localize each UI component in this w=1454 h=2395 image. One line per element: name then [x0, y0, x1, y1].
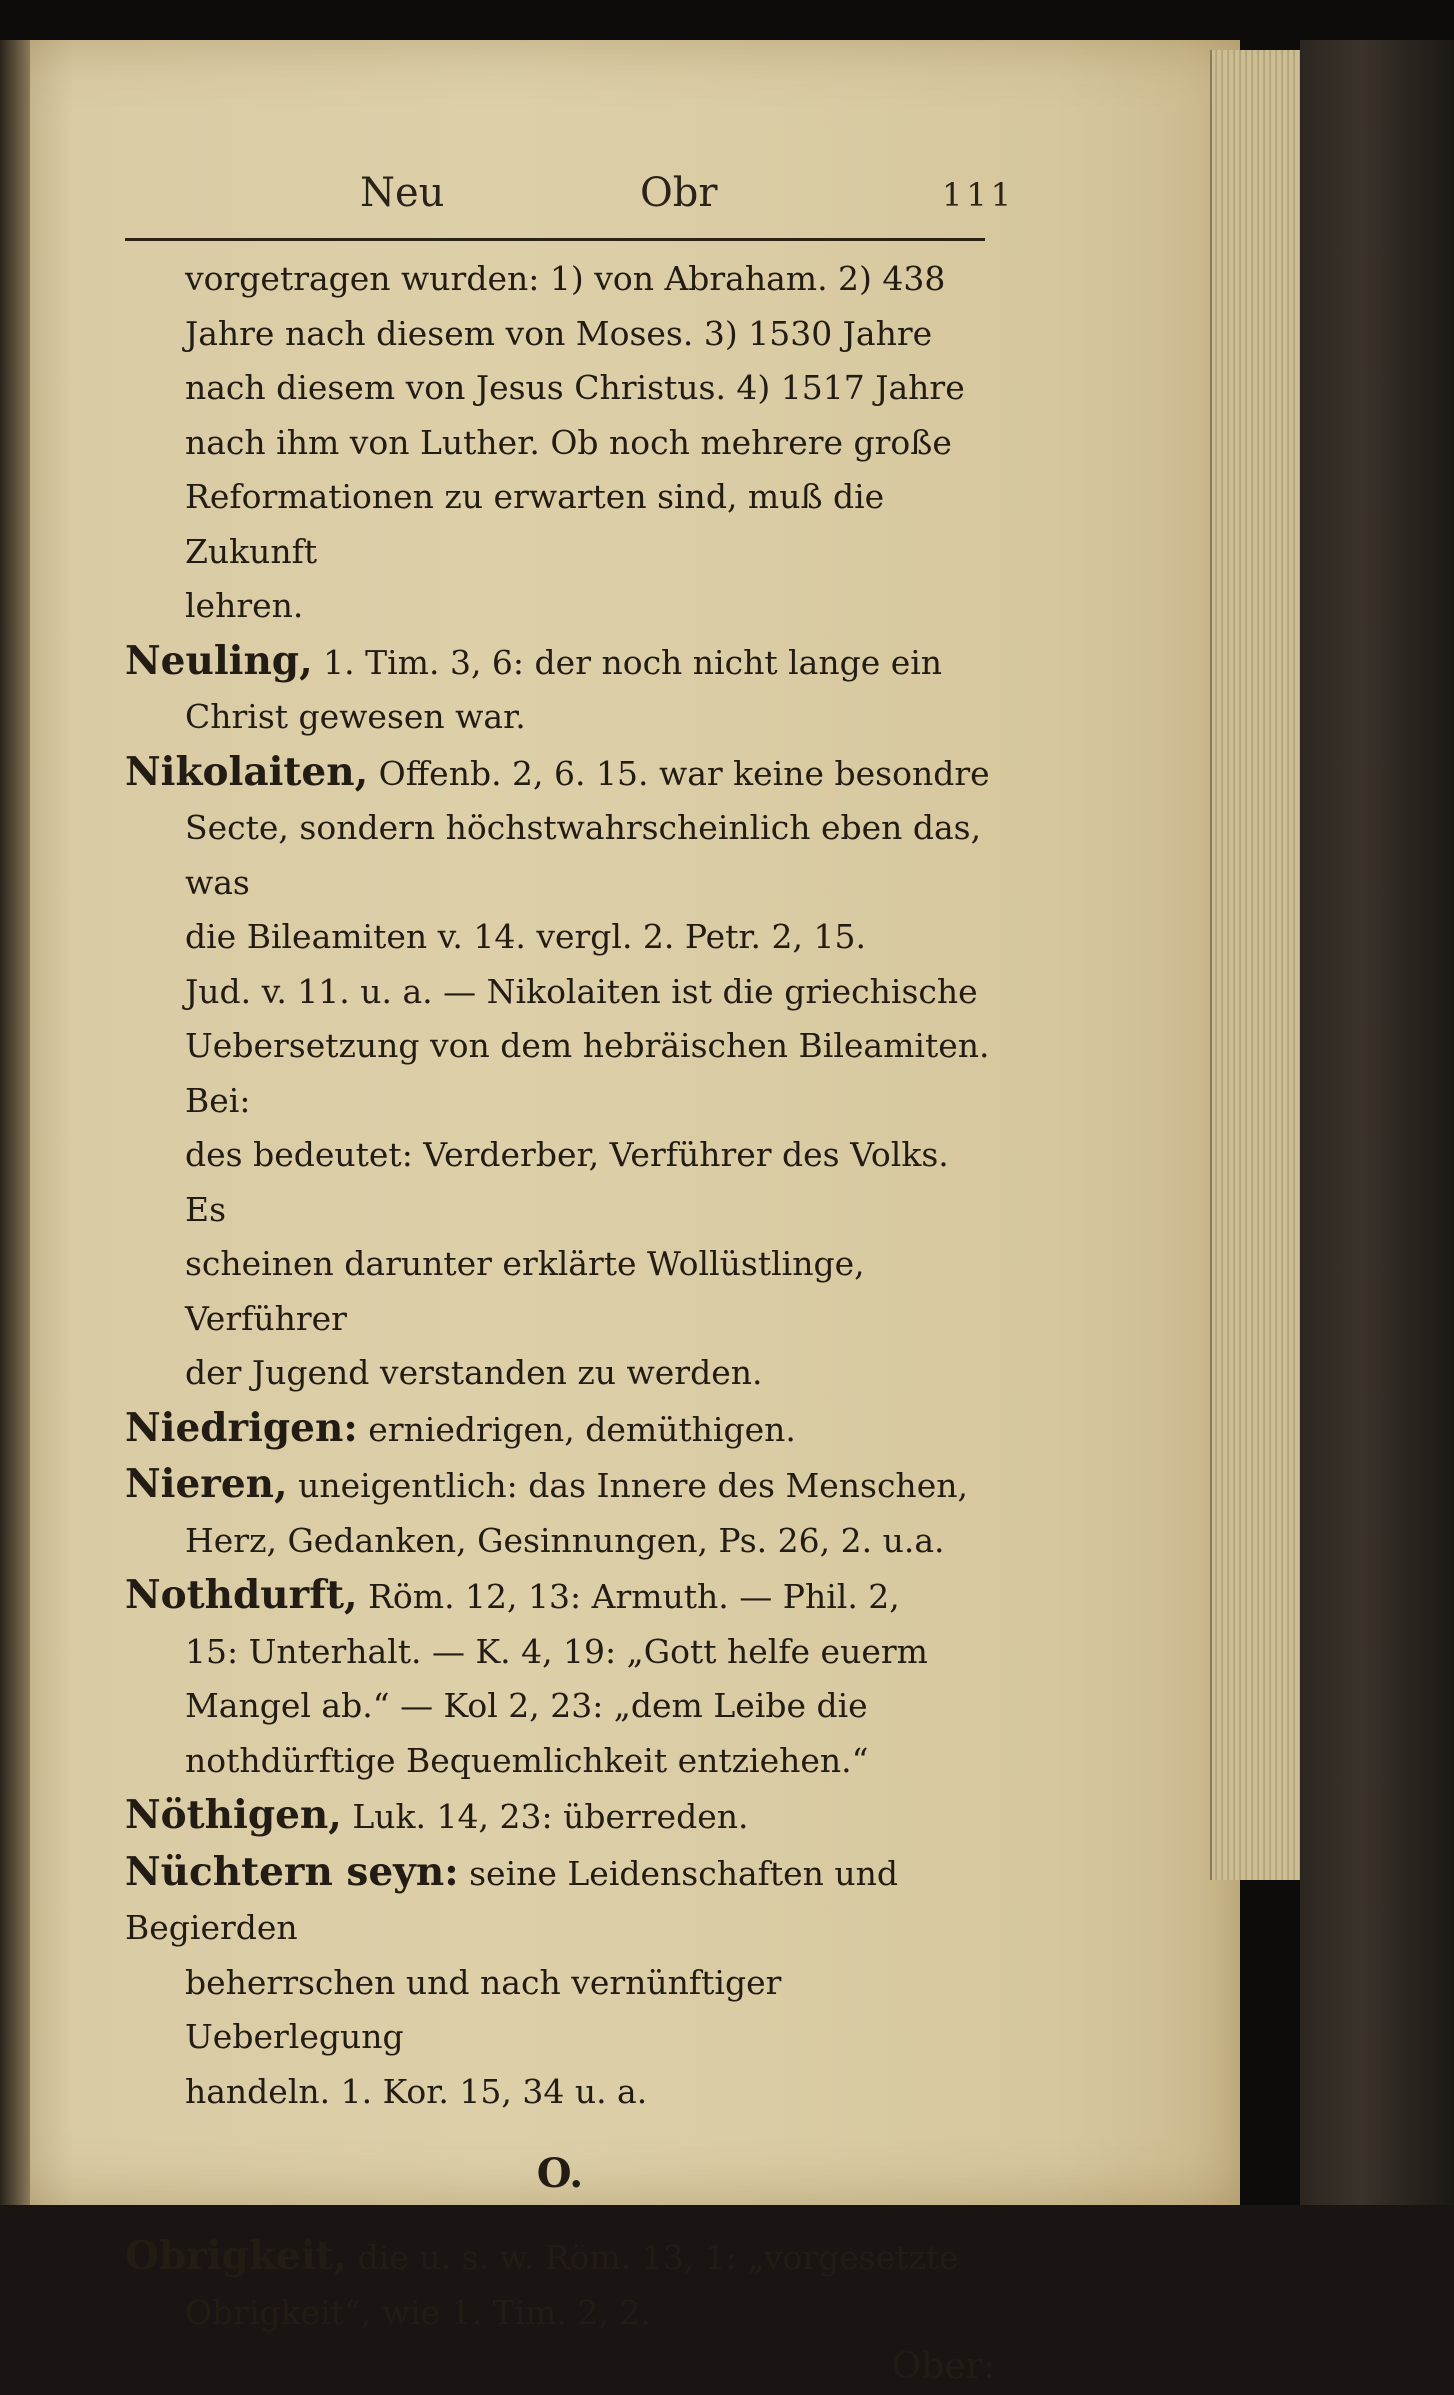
entry-line: scheinen darunter erklärte Wollüstlinge, Verführer [185, 1244, 865, 1338]
lemma: Nieren, [125, 1461, 288, 1507]
lemma: Nöthigen, [125, 1792, 342, 1838]
entry-line: Secte, sondern höchstwahrscheinlich eben das, was [185, 808, 982, 902]
section-letter: O. [536, 2150, 584, 2197]
entry-nuechtern [125, 1845, 995, 1956]
book-cover [1300, 40, 1454, 2205]
header-left-word: Neu [360, 170, 445, 216]
entry-text: 1. Tim. 3, 6: der noch nicht lange ein [312, 642, 943, 682]
entry-text: die u. s. w. Röm. 13, 1: „vorgesetzte [347, 2238, 959, 2277]
entry-line: beherrschen und nach vernünftiger Ueberlegung [185, 1962, 782, 2056]
entry-line: des bedeutet: Verderber, Verführer des Volks. Es [185, 1135, 949, 1229]
continuation-line: Jahre nach diesem von Moses. 3) 1530 Jahre [185, 313, 933, 353]
entry-line: Herz, Gedanken, Gesinnungen, Ps. 26, 2. u.a. [185, 1520, 945, 1560]
catchword: Ober: [891, 2346, 995, 2387]
entry-text: erniedrigen, demüthigen. [357, 1409, 796, 1449]
lemma: Obrigkeit, [125, 2233, 348, 2279]
continuation-line: nach ihm von Luther. Ob noch mehrere große [185, 422, 952, 462]
header-rule [125, 238, 985, 241]
continuation-line: lehren. [185, 586, 304, 625]
lemma: Niedrigen: [125, 1404, 358, 1451]
entry-noethigen [125, 1788, 995, 1845]
lemma: Neuling, [125, 637, 313, 684]
entry-line: die Bileamiten v. 14. vergl. 2. Petr. 2, 15. [185, 917, 866, 956]
entry-text: Luk. 14, 23: überreden. [341, 1797, 749, 1836]
continuation-line: nach diesem von Jesus Christus. 4) 1517 Jahre [185, 368, 965, 407]
entry-text: uneigentlich: das Innere des Menschen, [287, 1466, 968, 1505]
page-number: 111 [942, 176, 1016, 214]
entry-nieren [125, 1457, 995, 1514]
entry-nothdurft [125, 1568, 995, 1625]
page-edges [1210, 50, 1312, 1880]
entry-text: Röm. 12, 13: Armuth. — Phil. 2, [357, 1577, 900, 1616]
entry-nikolaiten [125, 745, 995, 802]
entry-line: 15: Unterhalt. — K. 4, 19: „Gott helfe euerm [185, 1631, 928, 1671]
lemma: Nikolaiten, [125, 748, 369, 795]
entry-line: Uebersetzung von dem hebräischen Bileamiten. Bei: [185, 1026, 990, 1120]
entry-text: seine Leidenschaften und Begierden [125, 1853, 899, 1947]
entry-line: Christ gewesen war. [185, 697, 526, 736]
header-middle-word: Obr [640, 170, 718, 216]
lemma: Nothdurft, [125, 1572, 358, 1618]
entry-niedrigen [125, 1401, 995, 1458]
entry-text: Offenb. 2, 6. 15. war keine besondre [368, 753, 990, 793]
entry-neuling [125, 634, 995, 691]
entry-line: Mangel ab.“ — Kol 2, 23: „dem Leibe die [185, 1686, 868, 1725]
entry-obrigkeit [125, 2229, 995, 2286]
running-header [130, 170, 1016, 230]
entry-line: nothdürftige Bequemlichkeit entziehen.“ [185, 1740, 869, 1780]
continuation-line: Reformationen zu erwarten sind, muß die Zukunft [185, 477, 885, 571]
book-gutter [0, 40, 30, 2205]
lemma: Nüchtern seyn: [125, 1848, 459, 1895]
entry-line: Obrigkeit“, wie 1. Tim. 2, 2. [185, 2292, 651, 2332]
page-body [125, 252, 995, 2395]
continuation-line: vorgetragen wurden: 1) von Abraham. 2) 438 [185, 259, 946, 298]
entry-line: Jud. v. 11. u. a. — Nikolaiten ist die griechische [185, 971, 978, 1011]
entry-line: der Jugend verstanden zu werden. [185, 1353, 763, 1392]
entry-line: handeln. 1. Kor. 15, 34 u. a. [185, 2071, 648, 2111]
